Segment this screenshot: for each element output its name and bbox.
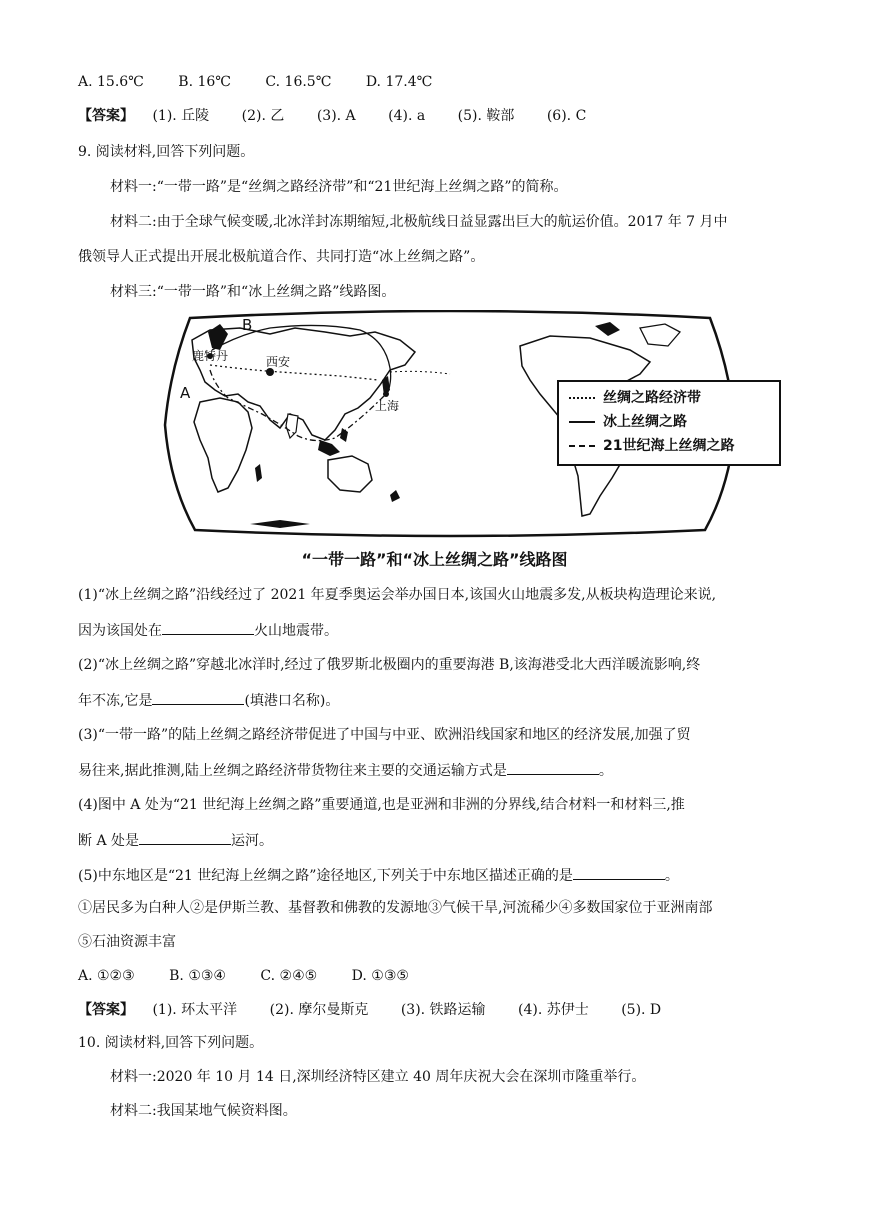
answer-item: (2). 摩尔曼斯克 xyxy=(269,1002,369,1018)
q9-sub5-choices-line2: ⑤石油资源丰富 xyxy=(78,934,176,950)
point-b-label: B xyxy=(242,316,253,334)
answer-blank[interactable] xyxy=(507,760,599,775)
legend-item-maritime: 21世纪海上丝绸之路 xyxy=(569,435,734,457)
option-b: B. 16℃ xyxy=(178,74,231,90)
legend-item-belt: 丝绸之路经济带 xyxy=(569,387,701,409)
option-a: A. ①②③ xyxy=(78,968,135,984)
shanghai-label: 上海 xyxy=(375,399,400,413)
answer-blank[interactable] xyxy=(573,865,665,880)
option-a: A. 15.6℃ xyxy=(78,74,144,90)
answer-item: (1). 环太平洋 xyxy=(152,1002,238,1018)
answer-blank[interactable] xyxy=(139,830,231,845)
q9-sub1-line2: 因为该国处在 火山地震带。 xyxy=(78,620,338,641)
q9-material3: 材料三:“一带一路”和“冰上丝绸之路”线路图。 xyxy=(110,284,396,300)
answer-item: (3). 铁路运输 xyxy=(400,1002,486,1018)
answer-item: (1). 丘陵 xyxy=(152,108,210,124)
answer-item: (4). 苏伊士 xyxy=(518,1002,589,1018)
q8-options xyxy=(78,72,462,92)
answer-item: (2). 乙 xyxy=(241,108,285,124)
option-c: C. 16.5℃ xyxy=(265,74,332,90)
option-b: B. ①③④ xyxy=(169,968,226,984)
answer-item: (5). 鞍部 xyxy=(457,108,515,124)
answer-item: (5). D xyxy=(621,1002,662,1018)
answer-label: 【答案】 xyxy=(78,1002,134,1018)
q9-sub5-options xyxy=(78,966,439,986)
q9-sub4-line1: (4)图中 A 处为“21 世纪海上丝绸之路”重要通道,也是亚洲和非洲的分界线,结合材料一和材料三,推 xyxy=(78,797,685,813)
legend-item-ice: 冰上丝绸之路 xyxy=(569,411,687,433)
legend-solid-swatch xyxy=(569,421,595,423)
rotterdam-label: 鹿特丹 xyxy=(192,349,229,363)
q9-sub5-choices-line1: ①居民多为白种人②是伊斯兰教、基督教和佛教的发源地③气候干旱,河流稀少④多数国家位于亚洲南部 xyxy=(78,900,713,916)
q9-sub4-line2: 断 A 处是 运河。 xyxy=(78,830,273,851)
xian-marker xyxy=(266,368,274,376)
q9-sub2-line2: 年不冻,它是 (填港口名称)。 xyxy=(78,690,339,711)
answer-blank[interactable] xyxy=(152,690,244,705)
q9-sub2-line1: (2)“冰上丝绸之路”穿越北冰洋时,经过了俄罗斯北极圈内的重要海港 B,该海港受北大西洋暖流影响,终 xyxy=(78,657,701,673)
q9-sub1-line1: (1)“冰上丝绸之路”沿线经过了 2021 年夏季奥运会举办国日本,该国火山地震多发,从板块构造理论来说, xyxy=(78,587,717,603)
xian-label: 西安 xyxy=(266,355,291,369)
q9-sub3-line2: 易往来,据此推测,陆上丝绸之路经济带货物往来主要的交通运输方式是 。 xyxy=(78,760,613,781)
option-c: C. ②④⑤ xyxy=(260,968,318,984)
option-d: D. ①③⑤ xyxy=(351,968,409,984)
q9-answer xyxy=(78,1000,689,1020)
map-legend xyxy=(557,380,781,466)
point-a-label: A xyxy=(180,384,191,402)
answer-item: (4). a xyxy=(388,108,426,124)
q10-material2: 材料二:我国某地气候资料图。 xyxy=(110,1103,297,1119)
q9-sub5: (5)中东地区是“21 世纪海上丝绸之路”途径地区,下列关于中东地区描述正确的是 。 xyxy=(78,865,679,886)
map-title: “一带一路”和“冰上丝绸之路”线路图 xyxy=(301,550,568,569)
legend-dashed-swatch xyxy=(569,445,595,447)
q9-material2-line1: 材料二:由于全球气候变暖,北冰洋封冻期缩短,北极航线日益显露出巨大的航运价值。2017 年 7 月中 xyxy=(110,214,728,230)
route-map xyxy=(120,310,780,540)
answer-label: 【答案】 xyxy=(78,108,134,124)
q9-sub3-line1: (3)“一带一路”的陆上丝绸之路经济带促进了中国与中亚、欧洲沿线国家和地区的经济发展,加强了贸 xyxy=(78,727,691,743)
q10-material1: 材料一:2020 年 10 月 14 日,深圳经济特区建立 40 周年庆祝大会在深圳市隆重举行。 xyxy=(110,1069,646,1085)
answer-blank[interactable] xyxy=(162,620,254,635)
shanghai-marker xyxy=(383,391,389,397)
option-d: D. 17.4℃ xyxy=(365,74,433,90)
answer-item: (3). A xyxy=(316,108,356,124)
legend-dotted-swatch xyxy=(569,397,595,399)
q10-stem: 10. 阅读材料,回答下列问题。 xyxy=(78,1035,264,1051)
q9-material2-line2: 俄领导人正式提出开展北极航道合作、共同打造“冰上丝绸之路”。 xyxy=(78,249,485,265)
q9-material1: 材料一:“一带一路”是“丝绸之路经济带”和“21世纪海上丝绸之路”的简称。 xyxy=(110,179,568,195)
q8-answer xyxy=(78,106,614,126)
answer-item: (6). C xyxy=(546,108,587,124)
q9-stem: 9. 阅读材料,回答下列问题。 xyxy=(78,144,255,160)
